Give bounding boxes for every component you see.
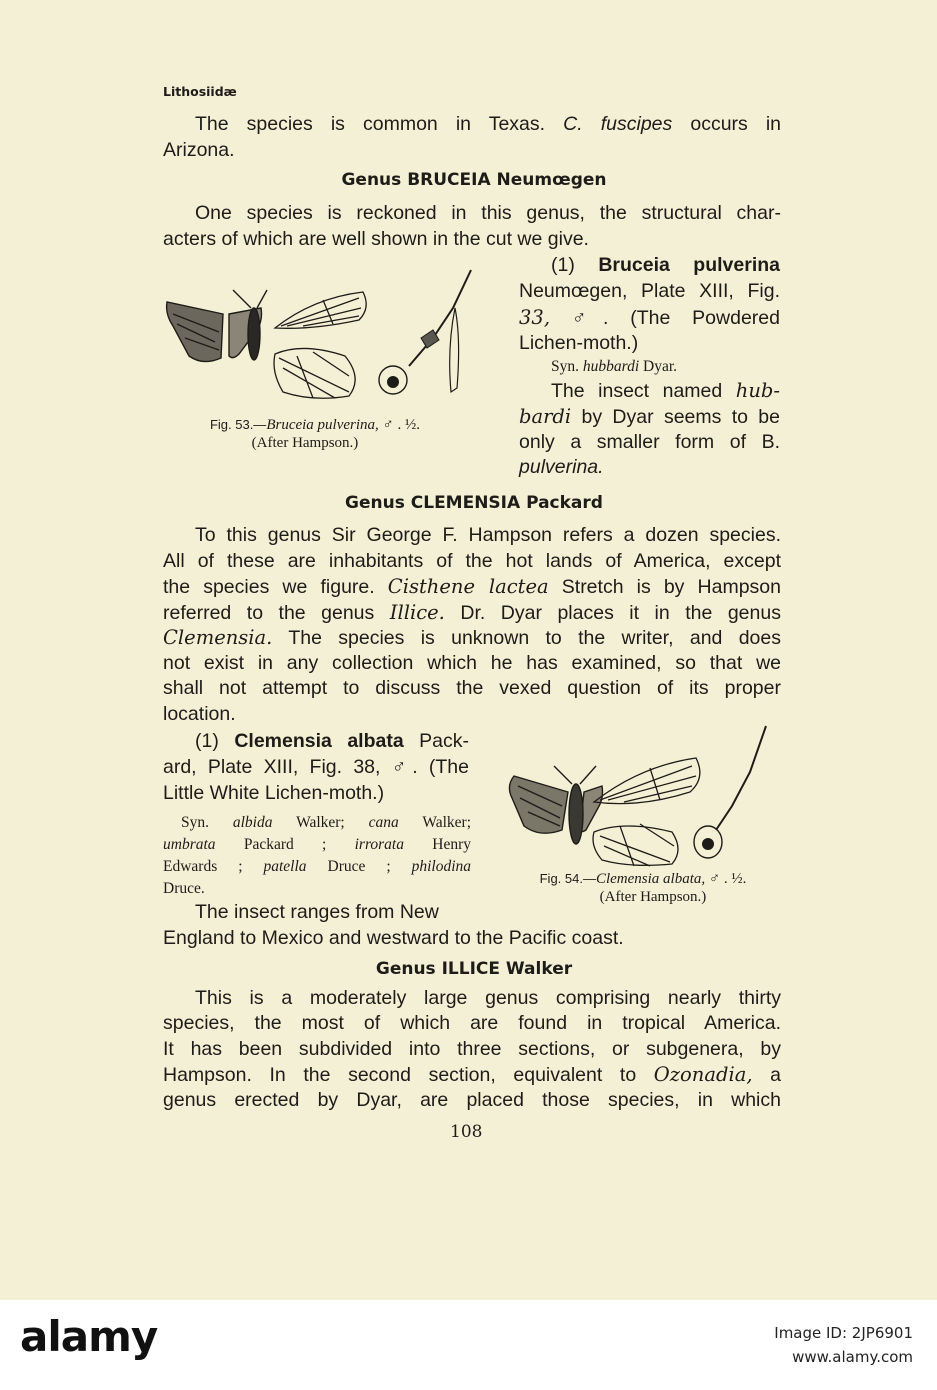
moth-drawing-icon [167, 290, 267, 362]
intro-line-2: Arizona. [163, 139, 235, 161]
page-number: 108 [450, 1122, 483, 1142]
synonym-name: albida [232, 814, 273, 831]
para-text: Dr. Dyar places it in the genus [460, 602, 781, 624]
illice-para-line-1: This is a moderately large genus comprising nearly thirty [195, 987, 781, 1009]
para-text: the species we figure. [163, 576, 375, 598]
synonym-name: philodina [411, 858, 472, 875]
species-name: Cisthene lactea [387, 575, 549, 598]
species-title: Clemensia albata [234, 730, 404, 752]
intro-text: The species is common in Texas. [195, 113, 546, 135]
entry-number: (1) [551, 254, 575, 276]
intro-text: occurs in [690, 113, 782, 135]
synonym-name: umbrata [163, 836, 216, 853]
fig-54-caption-line-2: (After Hampson.) [599, 889, 707, 905]
clemensia-syn-line-4: Druce. [163, 880, 205, 897]
synonym-author: Dyar. [643, 358, 678, 375]
synonym-author: Walker; [422, 814, 472, 831]
fig-53-caption-line-2: (After Hampson.) [251, 435, 359, 451]
clemensia-para-line-1: To this genus Sir George F. Hampson refers a dozen species. [195, 524, 781, 546]
synonym-name: cana [368, 814, 399, 831]
synonym-name: hubbardi [582, 358, 640, 375]
male-symbol: ♂. [571, 307, 609, 329]
genus-heading-clemensia: Genus CLEMENSIA Packard [345, 493, 603, 513]
footer-banner [0, 1300, 937, 1390]
bruceia-note-line-1 [551, 378, 780, 405]
figure-species: Bruceia pulverina, [266, 417, 379, 433]
note-species: hub- [735, 379, 780, 402]
synonym-name: patella [263, 858, 307, 875]
clemensia-range-line-1: The insect ranges from New [195, 901, 439, 923]
note-text: by Dyar seems to be [581, 406, 780, 428]
syn-label: Syn. [551, 358, 579, 375]
entry-number: (1) [195, 730, 219, 752]
clemensia-range-line-2: England to Mexico and westward to the Pacific coast. [163, 927, 624, 949]
bruceia-note-line-3: only a smaller form of B. [519, 431, 780, 453]
bruceia-entry-line-2: Neumœgen, Plate XIII, Fig. [519, 280, 780, 302]
figure-number: 33, [519, 306, 551, 329]
clemensia-entry-line-3: Little White Lichen-moth.) [163, 782, 385, 804]
genus-name: Ozonadia, [653, 1063, 753, 1086]
figure-species: Clemensia albata, [595, 871, 706, 887]
figure-scale: ♂ . ½. [708, 871, 747, 887]
genus-heading-illice: Genus ILLICE Walker [375, 959, 573, 979]
figure-label: Fig. 54.— [539, 871, 596, 886]
clemensia-syn-line-3 [163, 856, 471, 877]
bruceia-para-line-1: One species is reckoned in this genus, the structural char- [195, 202, 781, 224]
note-text: The insect named [551, 380, 723, 402]
synonym-author: Henry [432, 836, 472, 853]
image-id: Image ID: 2JP6901 [774, 1324, 913, 1342]
moth-drawing-icon [509, 766, 602, 844]
synonym-author: Packard ; [243, 836, 327, 853]
fig-53-caption-line-1 [165, 416, 465, 434]
genus-name: Clemensia. [163, 626, 273, 649]
synonym-author: Druce ; [327, 858, 391, 875]
illice-para-line-4 [163, 1062, 781, 1089]
bruceia-note-line-4: pulverina. [519, 456, 604, 478]
site-url[interactable]: www.alamy.com [792, 1348, 913, 1366]
para-text: The species is unknown to the writer, and does [288, 627, 781, 649]
bruceia-entry-line-1 [551, 253, 780, 279]
alamy-logo[interactable]: alamy [20, 1312, 158, 1361]
figure-label: Fig. 53.— [209, 417, 267, 432]
synonym-author: Walker; [296, 814, 345, 831]
syn-label: Syn. [181, 814, 209, 831]
wing-venation-icon [593, 758, 700, 866]
species-name: C. fuscipes [563, 113, 673, 135]
clemensia-para-line-2: All of these are inhabitants of the hot lands of America, except [163, 550, 781, 572]
clemensia-para-line-3 [163, 574, 781, 601]
bruceia-para-line-2: acters of which are well shown in the cut we give. [163, 228, 589, 250]
antenna-drawing-icon [379, 270, 471, 394]
wing-venation-icon [274, 292, 366, 398]
para-text: Stretch is by Hampson [561, 576, 781, 598]
clemensia-para-line-7: shall not attempt to discuss the vexed question of its proper [163, 677, 781, 699]
clemensia-syn-line-1 [181, 812, 471, 833]
bruceia-entry-line-4: Lichen-moth.) [519, 332, 639, 354]
note-species: bardi [519, 405, 572, 428]
bruceia-synonym [551, 356, 677, 377]
genus-heading-bruceia: Genus BRUCEIA Neumœgen [341, 170, 607, 190]
entry-text: Pack- [419, 730, 470, 752]
fig-53-illustration [163, 268, 483, 408]
clemensia-entry-line-1 [195, 729, 469, 755]
common-name: (The Powdered [630, 307, 780, 329]
fig-54-caption-line-1 [498, 870, 788, 888]
illice-para-line-3: It has been subdivided into three sections, or subgenera, by [163, 1038, 781, 1060]
species-title: Bruceia pulverina [598, 254, 780, 276]
clemensia-para-line-4 [163, 600, 781, 627]
intro-line-1 [195, 112, 781, 138]
illice-para-line-5: genus erected by Dyar, are placed those species, in which [163, 1089, 781, 1111]
para-text: a [770, 1064, 782, 1086]
synonym-author: Edwards ; [163, 858, 243, 875]
clemensia-syn-line-2 [163, 834, 471, 855]
bruceia-entry-line-3 [519, 305, 780, 332]
fig-54-illustration [500, 722, 790, 870]
clemensia-entry-line-2: ard, Plate XIII, Fig. 38, ♂. (The [163, 756, 469, 778]
illice-para-line-2: species, the most of which are found in tropical America. [163, 1012, 781, 1034]
clemensia-para-line-5 [163, 625, 781, 652]
running-head: Lithosiidæ [163, 84, 237, 99]
antenna-drawing-icon [694, 726, 766, 858]
synonym-name: irrorata [354, 836, 404, 853]
bruceia-note-line-2 [519, 404, 780, 431]
figure-scale: ♂ . ½. [382, 417, 421, 433]
genus-name: Illice. [389, 601, 445, 624]
para-text: Hampson. In the second section, equivalent to [163, 1064, 637, 1086]
clemensia-para-line-6: not exist in any collection which he has examined, so that we [163, 652, 781, 674]
clemensia-para-line-8: location. [163, 703, 236, 725]
para-text: referred to the genus [163, 602, 375, 624]
